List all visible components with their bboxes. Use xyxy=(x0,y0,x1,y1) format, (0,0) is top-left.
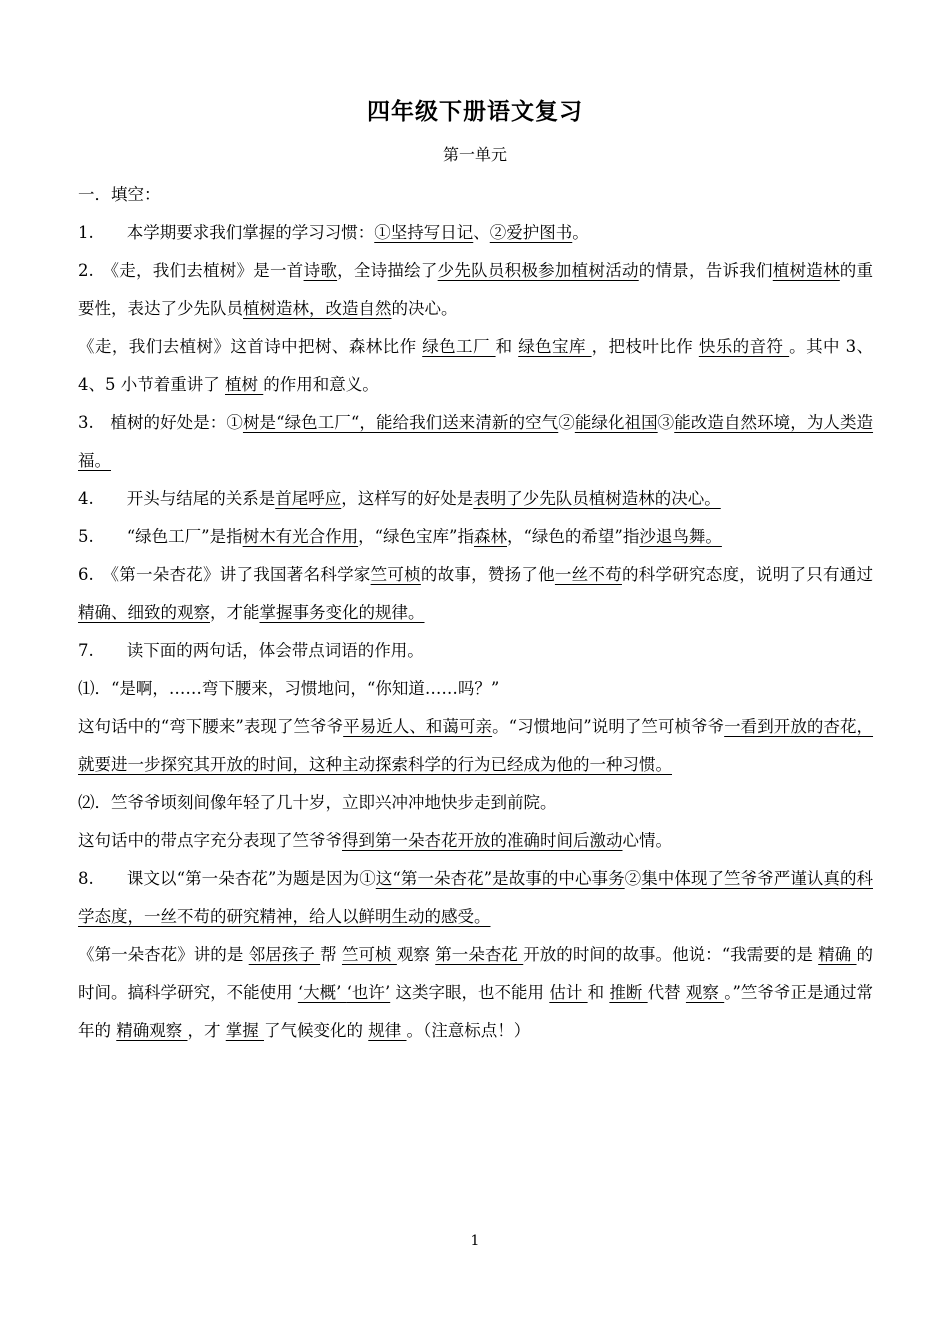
answer-text: 植树造林 xyxy=(772,261,840,280)
answer-text: 邻居孩子 xyxy=(248,945,321,964)
answer-text: 一看到开放的杏花，就要进一步探究其开放的时间，这种主动探索科学的行为已经成为他的一种习惯。 xyxy=(78,717,874,774)
question-text: ② xyxy=(624,869,642,888)
answer-text: ‘大概’ xyxy=(297,983,347,1002)
question-text: 的科学研究态度，说明了只有通过 xyxy=(621,565,874,584)
answer-text: 竺可桢 xyxy=(341,945,397,964)
question-text: 2. 《走，我们去植树》是一首 xyxy=(78,261,304,280)
answer-text: 诗歌 xyxy=(303,261,338,280)
paragraph-p13 xyxy=(78,860,873,936)
question-text: ，“绿色宝库”指 xyxy=(358,527,474,546)
question-text: 开放的时间的故事。他说：“我需要的是 xyxy=(523,945,819,964)
answer-text: 精确 xyxy=(818,945,857,964)
paragraph-p12 xyxy=(78,822,873,860)
question-text: ，这样写的好处是 xyxy=(341,489,474,508)
question-text: 的重要性，表达了少先队员 xyxy=(78,261,874,318)
answer-text: ‘也许’ xyxy=(346,983,391,1002)
paragraph-p11 xyxy=(78,784,873,822)
answer-text: 绿色工厂 xyxy=(422,337,496,356)
question-text: 的情景，告诉我们 xyxy=(638,261,773,280)
question-text: 的作用和意义。 xyxy=(263,375,379,394)
answer-text: 首尾呼应 xyxy=(275,489,342,508)
paragraph-p3 xyxy=(78,328,873,404)
question-text: 、 xyxy=(473,223,490,242)
answer-text: 掌握 xyxy=(225,1021,264,1040)
answer-text: 第一朵杏花 xyxy=(435,945,524,964)
question-text: 这类字眼，也不能用 xyxy=(390,983,550,1002)
question-text: ，全诗描绘了 xyxy=(337,261,438,280)
section-heading: 一．填空： xyxy=(78,185,161,204)
answer-text: 精确观察 xyxy=(116,1021,188,1040)
paragraph-p2 xyxy=(78,252,873,328)
answer-text: 精确、细致的观察 xyxy=(78,603,210,622)
paragraph-p4 xyxy=(78,404,873,480)
answer-text: ②爱护图书 xyxy=(489,223,573,242)
answer-text: 规律 xyxy=(368,1021,407,1040)
question-text: 帮 xyxy=(320,945,342,964)
answer-text: 森林 xyxy=(474,527,507,546)
question-text: 5. “绿色工厂”是指 xyxy=(78,527,243,546)
answer-text: 沙退鸟舞。 xyxy=(639,527,722,546)
question-text: 。”竺爷爷正是通过常年的 xyxy=(78,983,873,1040)
question-text: ⑴．“是啊，……弯下腰来，习惯地问，“你知道……吗？” xyxy=(78,679,500,698)
answer-text: 得到第一朵杏花开放的准确时间后激动 xyxy=(342,831,623,850)
question-text: 这句话中的“弯下腰来”表现了竺爷爷 xyxy=(78,717,344,736)
answer-text: 能改造自然环境，为人类造福。 xyxy=(78,413,874,470)
question-text: 的故事，赞扬了他 xyxy=(420,565,555,584)
paragraph-p14 xyxy=(78,936,873,1050)
paragraph-p7 xyxy=(78,556,873,632)
answer-text: 平易近人、和蔼可亲 xyxy=(343,717,493,736)
question-text: 。其中 3、4、5 小节着重讲了 xyxy=(78,337,874,394)
paragraph-p8 xyxy=(78,632,873,670)
answer-text: ①坚持写日记 xyxy=(374,223,474,242)
question-text: ② xyxy=(558,413,575,432)
answer-text: 绿色宝库 xyxy=(518,337,592,356)
question-text: 4. 开头与结尾的关系是 xyxy=(78,489,276,508)
question-text: ，“绿色的希望”指 xyxy=(507,527,640,546)
question-text: 《第一朵杏花》讲的是 xyxy=(78,945,249,964)
question-text: 这句话中的带点字充分表现了竺爷爷 xyxy=(78,831,342,850)
question-text: ，把枝叶比作 xyxy=(591,337,699,356)
page-title: 四年级下册语文复习 xyxy=(367,99,583,125)
answer-text: 估计 xyxy=(549,983,588,1002)
answer-text: 少先队员积极参加植树活动 xyxy=(437,261,639,280)
question-text: 的决心。 xyxy=(391,299,458,318)
answer-text: 掌握事务变化的规律。 xyxy=(259,603,425,622)
question-text: ⑵．竺爷爷顷刻间像年轻了几十岁，立即兴冲冲地快步走到前院。 xyxy=(78,793,557,812)
question-text: 《走，我们去植树》这首诗中把树、森林比作 xyxy=(78,337,423,356)
question-text: 3. 植树的好处是：① xyxy=(78,413,243,432)
answer-text: 集中体现了竺爷爷严谨认真的科学态度，一丝不苟的研究精神，给人以鲜明生动的感受。 xyxy=(78,869,873,926)
answer-text: 植树造林，改造自然 xyxy=(243,299,392,318)
question-text: 和 xyxy=(495,337,519,356)
question-text: 。（注意标点！） xyxy=(406,1021,531,1040)
fill-blank-list xyxy=(78,214,873,1050)
question-text: ，才能 xyxy=(210,603,260,622)
answer-text: 树是“绿色工厂“，能给我们送来清新的空气 xyxy=(242,413,559,432)
question-text: 7. 读下面的两句话，体会带点词语的作用。 xyxy=(78,641,424,660)
answer-text: 一丝不苟 xyxy=(554,565,622,584)
question-text: 。“习惯地问”说明了竺可桢爷爷 xyxy=(492,717,725,736)
question-text: ③ xyxy=(657,413,675,432)
question-text: 的时间。搞科学研究，不能使用 xyxy=(78,945,874,1002)
question-text: 1. 本学期要求我们掌握的学习习惯： xyxy=(78,223,375,242)
paragraph-p9 xyxy=(78,670,873,708)
question-text: 了气候变化的 xyxy=(264,1021,369,1040)
answer-text: 快乐的音符 xyxy=(698,337,790,356)
question-text: 心情。 xyxy=(622,831,672,850)
question-text: 观察 xyxy=(396,945,436,964)
unit-subtitle: 第一单元 xyxy=(442,145,507,164)
answer-text: 竺可桢 xyxy=(370,565,421,584)
paragraph-p6 xyxy=(78,518,873,556)
answer-text: 观察 xyxy=(685,983,725,1002)
question-text: 8. 课文以“第一朵杏花”为题是因为① xyxy=(78,869,376,888)
answer-text: 这“第一朵杏花”是故事的中心事务 xyxy=(375,869,625,888)
answer-text: 树木有光合作用 xyxy=(242,527,359,546)
question-text: ，才 xyxy=(187,1021,226,1040)
question-text: 和 xyxy=(587,983,610,1002)
paragraph-p5 xyxy=(78,480,873,518)
paragraph-p10 xyxy=(78,708,873,784)
page-number: 1 xyxy=(470,1233,480,1249)
question-text: 。 xyxy=(572,223,589,242)
answer-text: 推断 xyxy=(609,983,648,1002)
answer-text: 表明了少先队员植树造林的决心。 xyxy=(473,489,721,508)
answer-text: 植树 xyxy=(225,375,264,394)
answer-text: 能绿化祖国 xyxy=(574,413,658,432)
question-text: 6. 《第一朵杏花》讲了我国著名科学家 xyxy=(78,565,371,584)
question-text: 代替 xyxy=(647,983,686,1002)
paragraph-p1 xyxy=(78,214,873,252)
document-body xyxy=(78,176,873,1050)
